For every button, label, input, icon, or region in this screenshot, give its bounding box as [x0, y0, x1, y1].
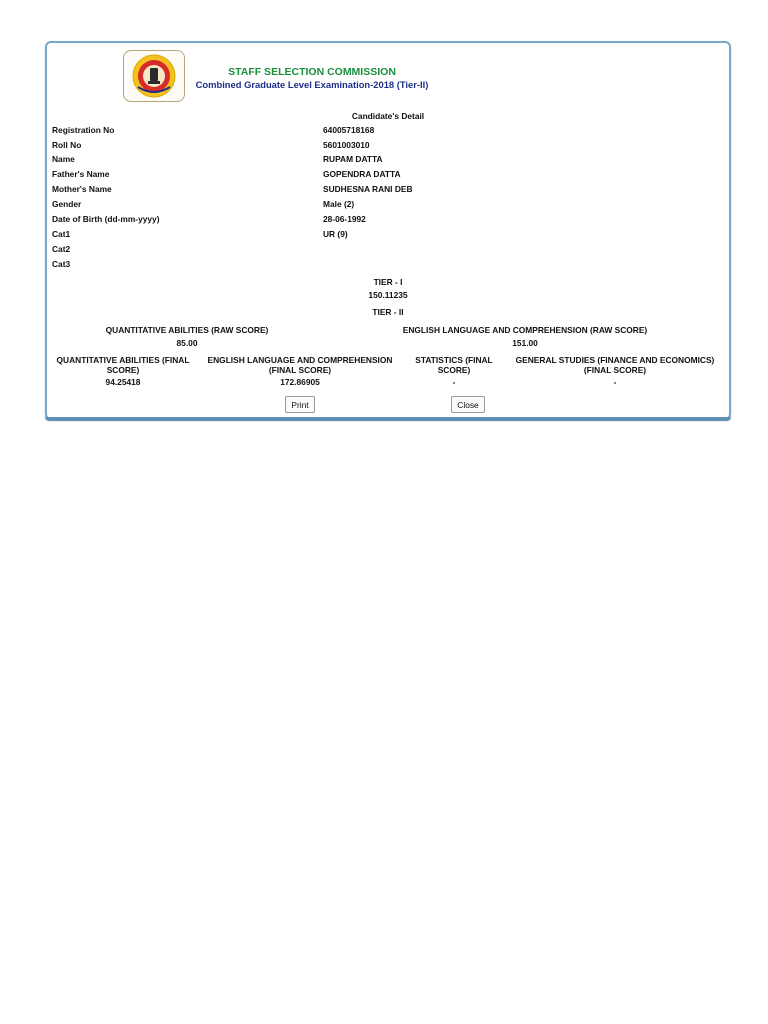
detail-value: Male (2) [323, 199, 355, 209]
detail-label: Roll No [52, 140, 82, 150]
detail-value: GOPENDRA DATTA [323, 169, 401, 179]
detail-value: 28-06-1992 [323, 214, 366, 224]
detail-label: Gender [52, 199, 82, 209]
final-score-label: STATISTICS (FINAL SCORE) [415, 355, 493, 375]
final-score-value: - [452, 377, 456, 387]
detail-value: RUPAM DATTA [323, 154, 383, 164]
raw-score-label: QUANTITATIVE ABILITIES (RAW SCORE) [105, 325, 269, 335]
detail-label: Cat1 [52, 229, 71, 239]
detail-value: UR (9) [323, 229, 348, 239]
detail-label: Registration No [52, 125, 115, 135]
raw-score-value: 85.00 [176, 338, 198, 348]
detail-value: 64005718168 [323, 125, 375, 135]
raw-score-label: ENGLISH LANGUAGE AND COMPREHENSION (RAW SCORE) [402, 325, 648, 335]
print-button[interactable]: Print [285, 396, 315, 413]
final-score-label: GENERAL STUDIES (FINANCE AND ECONOMICS) (FINAL SCORE) [515, 355, 715, 375]
final-score-value: 94.25418 [105, 377, 141, 387]
tier1-title: TIER - I [373, 277, 403, 287]
final-score-value: 172.86905 [280, 377, 320, 387]
detail-value: 5601003010 [323, 140, 370, 150]
tier2-title: TIER - II [372, 307, 404, 317]
org-name: STAFF SELECTION COMMISSION [228, 66, 396, 78]
card-bottom-border [45, 417, 731, 421]
detail-label: Cat3 [52, 259, 71, 269]
detail-label: Father's Name [52, 169, 110, 179]
detail-label: Date of Birth (dd-mm-yyyy) [52, 214, 160, 224]
final-score-label: ENGLISH LANGUAGE AND COMPREHENSION (FINAL SCORE) [207, 355, 393, 375]
exam-name: Combined Graduate Level Examination-2018 (Tier-II) [195, 79, 429, 90]
tier1-score: 150.11235 [368, 290, 408, 300]
final-score-value: - [613, 377, 617, 387]
final-score-label: QUANTITATIVE ABILITIES (FINAL SCORE) [56, 355, 190, 375]
detail-label: Name [52, 154, 75, 164]
detail-value: SUDHESNA RANI DEB [323, 184, 413, 194]
detail-label: Cat2 [52, 244, 71, 254]
ssc-emblem-logo [123, 50, 185, 102]
raw-score-value: 151.00 [512, 338, 538, 348]
detail-label: Mother's Name [52, 184, 112, 194]
close-button[interactable]: Close [451, 396, 485, 413]
section-title: Candidate's Detail [351, 111, 425, 121]
